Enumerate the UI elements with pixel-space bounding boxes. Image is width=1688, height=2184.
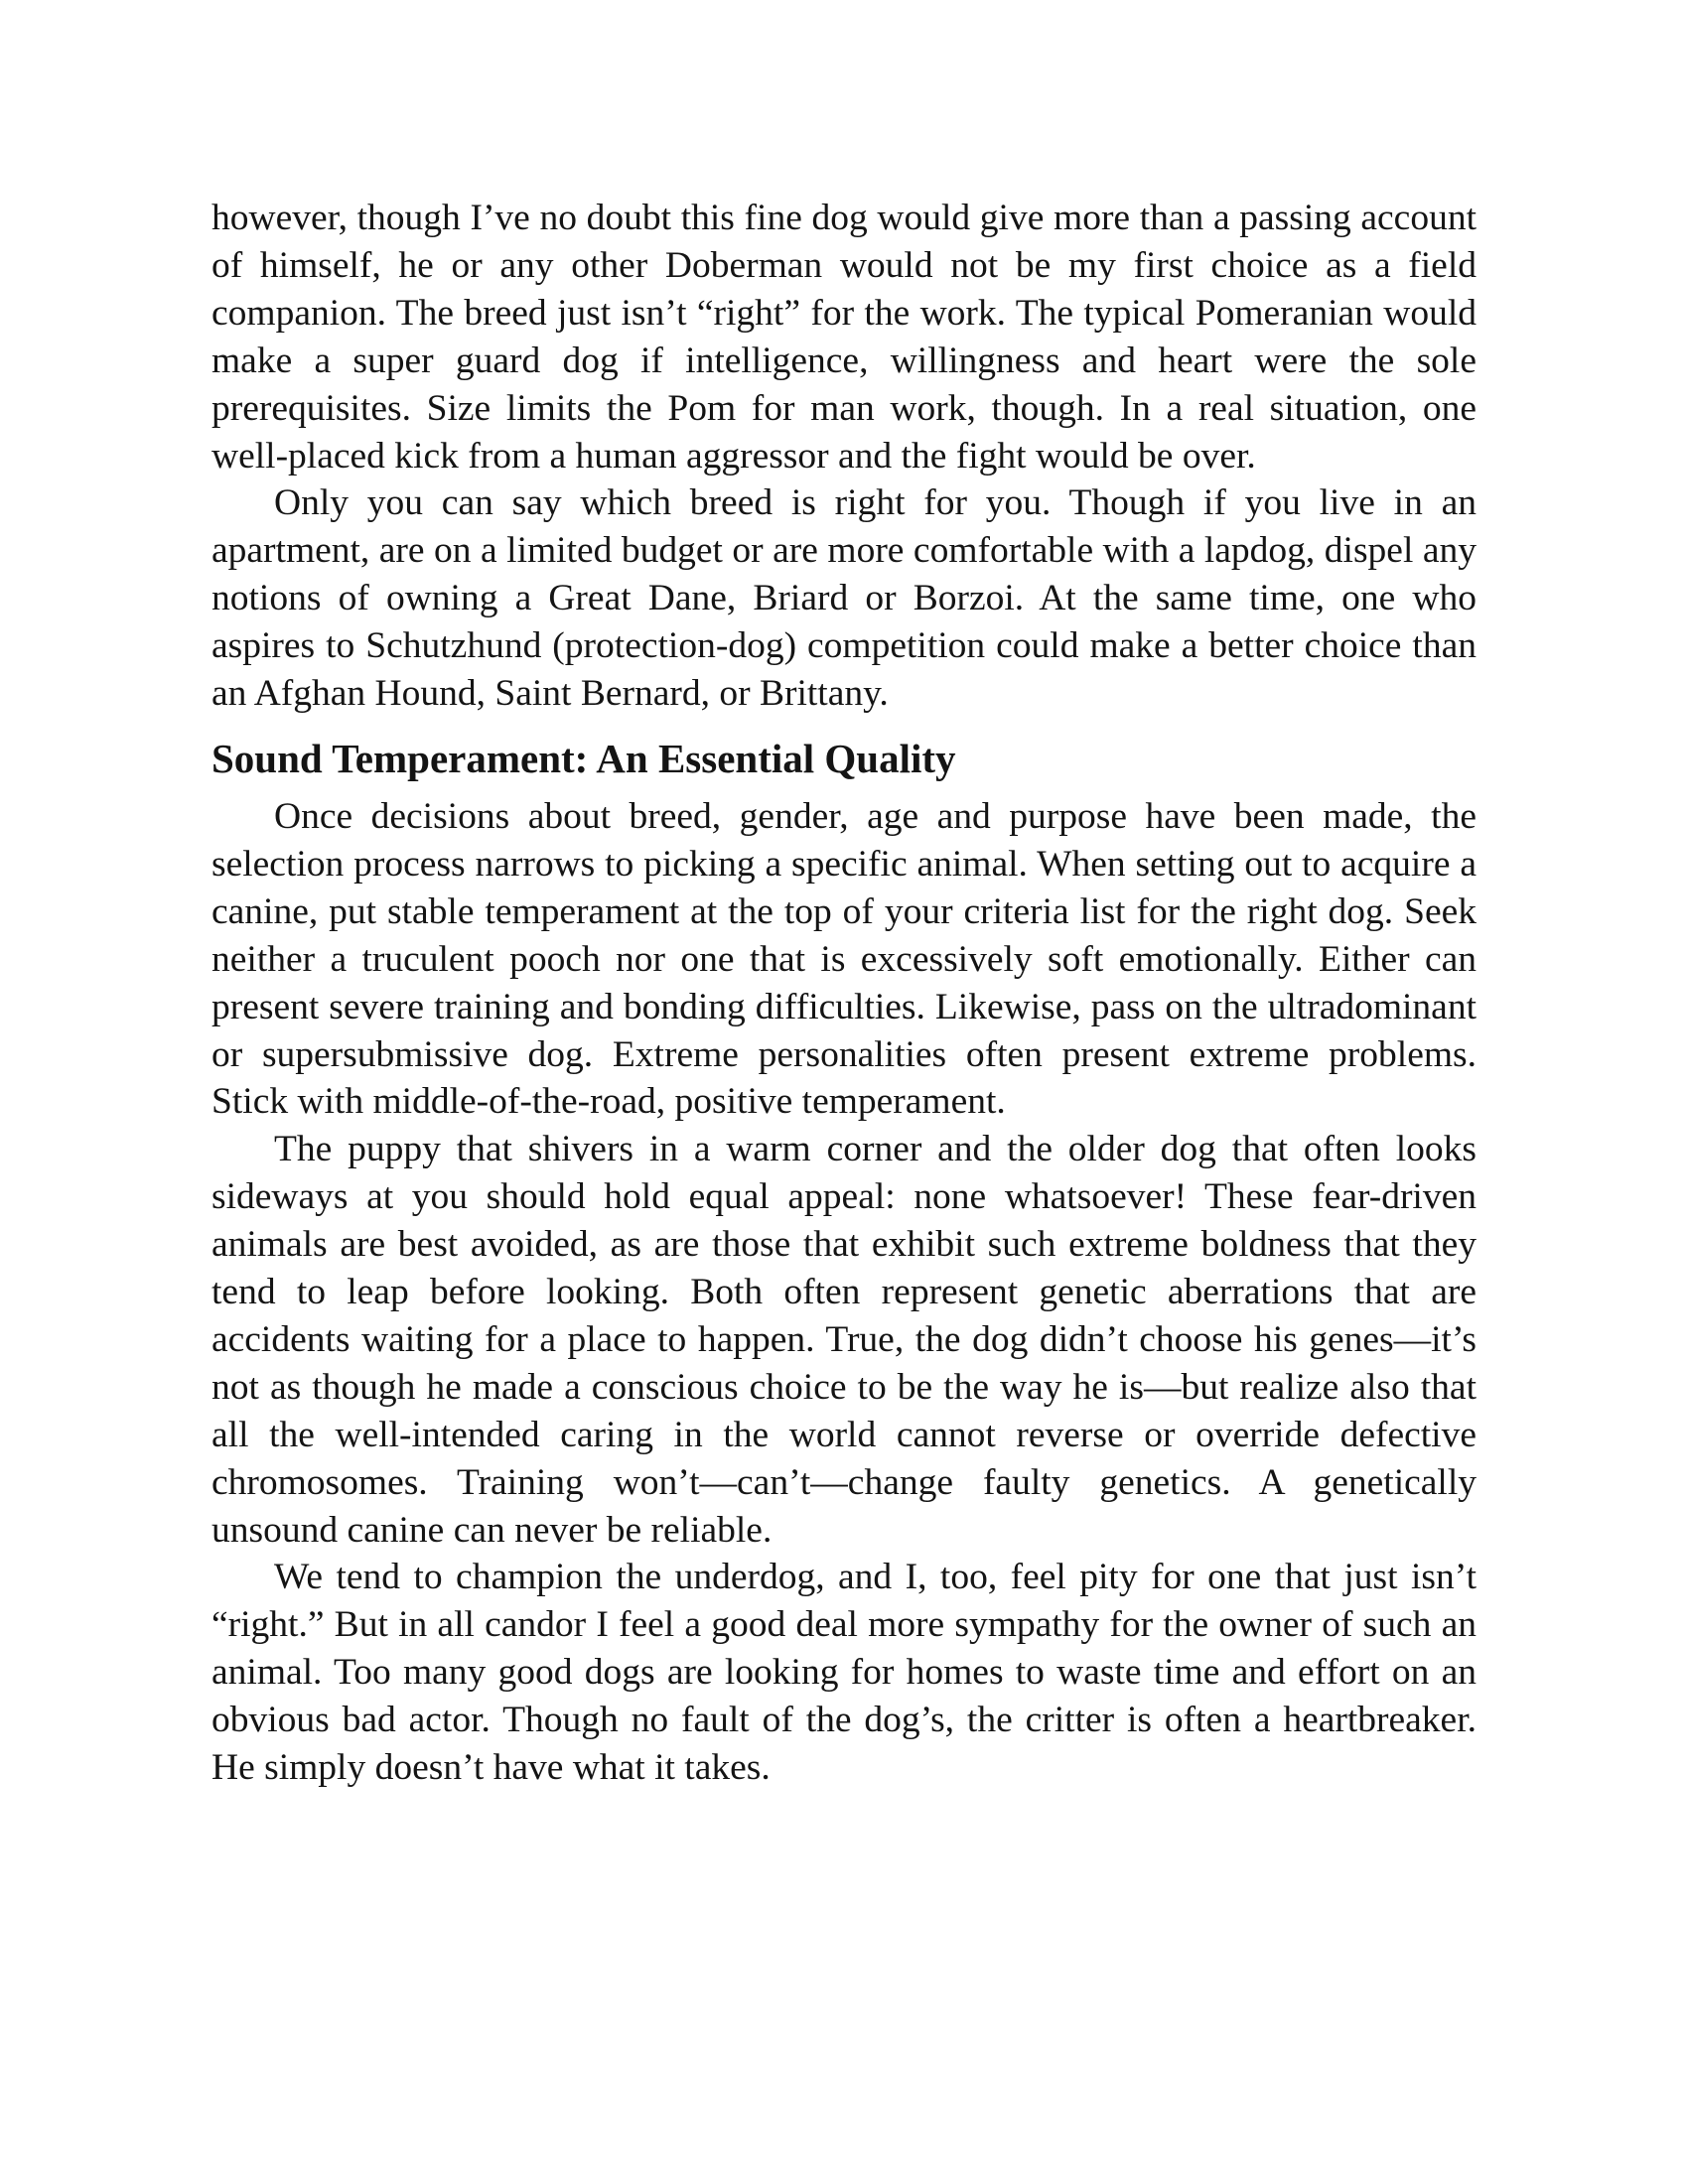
section-heading: Sound Temperament: An Essential Quality bbox=[211, 735, 956, 781]
paragraph-temperament: Once decisions about breed, gender, age and purpose have been made, the selection process narrows to picking a specific animal. When setting out to acquire a canine, put stable temperament at the top of your criteria list for the right dog. Seek neither a truculent pooch nor one that is excessively soft emotionally. Either can present severe training and bonding difficulties. Likewise, pass on the ultradominant or supersubmissive dog. Extreme personalities often present extreme problems. Stick with middle-of-the-road, positive temperament. bbox=[211, 795, 1477, 1123]
paragraph-continued: however, though I’ve no doubt this fine dog would give more than a passing account of himself, he or any other Doberman would not be my first choice as a field companion. The breed just isn’t “right” for the work. The typical Pomeranian would make a super guard dog if intelligence, willingness and heart were the sole prerequisites. Size limits the Pom for man work, though. In a real situation, one well-placed kick from a human aggressor and the fight would be over. bbox=[211, 198, 1477, 477]
paragraph-fear-driven: The puppy that shivers in a warm corner and the older dog that often looks sideways at you should hold equal appeal: none whatsoever! These fear-driven animals are best avoided, as are those that exhibit such extreme boldness that they tend to leap before looking. Both often represent genetic aberrations that are accidents waiting for a place to happen. True, the dog didn’t choose his genes—it’s not as though he made a conscious choice to be the way he is—but realize also that all the well-intended caring in the world cannot reverse or override defective chromosomes. Training won’t—can’t—change faulty genetics. A genetically unsound canine can never be reliable. bbox=[211, 1129, 1477, 1551]
paragraph-underdog: We tend to champion the underdog, and I, too, feel pity for one that just isn’t “right.” But in all candor I feel a good deal more sympathy for the owner of such an animal. Too many good dogs are looking for homes to waste time and effort on an obvious bad actor. Though no fault of the dog’s, the critter is often a heartbreaker. He simply doesn’t have what it takes. bbox=[211, 1557, 1477, 1789]
book-page bbox=[211, 195, 1477, 1792]
paragraph-breed-choice: Only you can say which breed is right for you. Though if you live in an apartment, are on a limited budget or are more comfortable with a lapdog, dispel any notions of owning a Great Dane, Briard or Borzoi. At the same time, one who aspires to Schutzhund (protection-dog) competition could make a better choice than an Afghan Hound, Saint Bernard, or Brittany. bbox=[211, 482, 1477, 715]
